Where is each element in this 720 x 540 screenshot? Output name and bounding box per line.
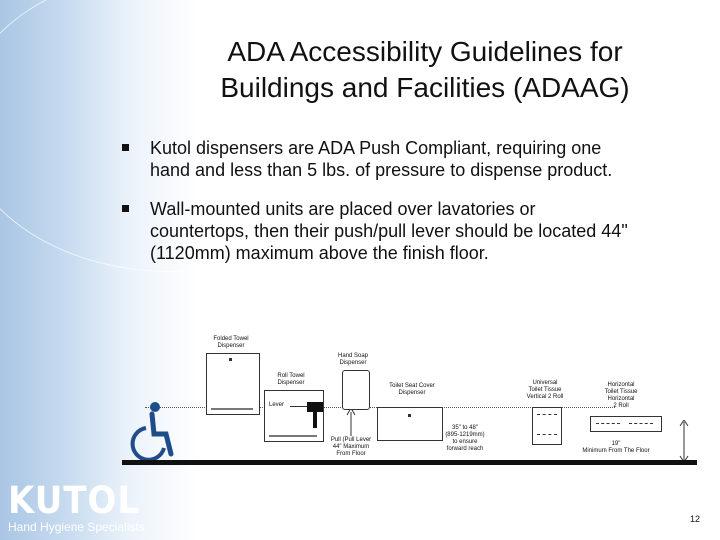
wheelchair-icon <box>128 398 176 464</box>
toilet-seat-label <box>382 383 442 397</box>
minimum-height-label <box>576 441 656 455</box>
universal-tissue-label-line-3: Vertical 2 Roll <box>526 394 564 400</box>
bullet-marker <box>122 205 129 212</box>
bullet-2-line-2: countertops, then their push/pull lever should be located 44" <box>150 221 628 241</box>
toilet-seat-dispenser <box>377 407 443 441</box>
logo-wordmark: KUTOL <box>8 479 141 523</box>
horizontal-tissue-dispenser <box>590 416 662 432</box>
reach-label-line-3: to ensure <box>452 439 478 445</box>
floor-line <box>122 460 697 465</box>
hand-soap-dispenser <box>342 370 370 410</box>
reach-label-line-1: 35" to 48" <box>452 425 478 431</box>
folded-towel-label-line-2: Dispenser <box>217 343 245 349</box>
logo-tagline: Hand Hygiene Specialists <box>8 520 145 534</box>
bullet-1-line-2: hand and less than 5 lbs. of pressure to dispense product. <box>150 160 613 180</box>
folded-towel-label <box>206 336 256 350</box>
reach-label <box>440 425 490 453</box>
pull-lever-label-line-1: Pull (Pull Lever <box>330 437 372 443</box>
horizontal-tissue-label <box>596 382 646 410</box>
folded-towel-label-line-1: Folded Towel <box>213 336 249 342</box>
dimension-arrow-icon <box>678 420 690 462</box>
minimum-height-label-line-2: Minimum From The Floor <box>582 448 650 454</box>
hand-soap-label <box>330 353 376 367</box>
pull-lever-label <box>326 437 376 458</box>
bullet-2-text <box>150 198 695 264</box>
horizontal-tissue-label-line-2: Toilet Tissue <box>604 389 638 395</box>
roll-towel-label <box>266 373 316 387</box>
bullet-1-line-1: Kutol dispensers are ADA Push Compliant, requiring one <box>150 138 602 158</box>
lever-label: Lever <box>269 402 285 408</box>
roll-towel-label-line-2: Dispenser <box>277 380 305 386</box>
universal-tissue-label <box>520 380 570 401</box>
hand-soap-label-line-1: Hand Soap <box>337 353 369 359</box>
horizontal-tissue-label-line-3: Horizontal <box>607 396 635 402</box>
universal-tissue-label-line-2: Toilet Tissue <box>528 387 562 393</box>
kutol-logo <box>8 479 145 534</box>
horizontal-tissue-label-line-4: 2 Roll <box>613 403 629 409</box>
bullet-2-line-1: Wall-mounted units are placed over lavatories or <box>150 199 536 219</box>
pull-lever-label-line-3: From Floor <box>336 451 366 457</box>
lever-stem <box>313 410 317 428</box>
slide-title <box>150 34 700 106</box>
folded-towel-dispenser <box>206 353 260 415</box>
slide-title-line-2: Buildings and Facilities (ADAAG) <box>220 72 630 103</box>
universal-tissue-dispenser <box>532 407 562 445</box>
pull-lever-label-line-2: 44" Maximum <box>332 444 370 450</box>
hand-soap-label-line-2: Dispenser <box>339 360 367 366</box>
bullet-1-text <box>150 137 695 181</box>
slide-title-line-1: ADA Accessibility Guidelines for <box>227 36 623 67</box>
universal-tissue-label-line-1: Universal <box>532 380 558 386</box>
minimum-height-label-line-1: 19" <box>611 441 621 447</box>
bullet-2-line-3: (1120mm) maximum above the finish floor. <box>150 243 489 263</box>
reach-label-line-4: forward reach <box>446 446 484 452</box>
roll-towel-label-line-1: Roll Towel <box>277 373 305 379</box>
toilet-seat-label-line-2: Dispenser <box>398 390 426 396</box>
page-number: 12 <box>690 514 701 524</box>
toilet-seat-label-line-1: Toilet Seat Cover <box>389 383 435 389</box>
reach-label-line-2: (895-1219mm) <box>445 432 485 438</box>
horizontal-tissue-label-line-1: Horizontal <box>607 382 635 388</box>
bullet-marker <box>122 144 129 151</box>
height-arrow-icon <box>346 408 356 436</box>
